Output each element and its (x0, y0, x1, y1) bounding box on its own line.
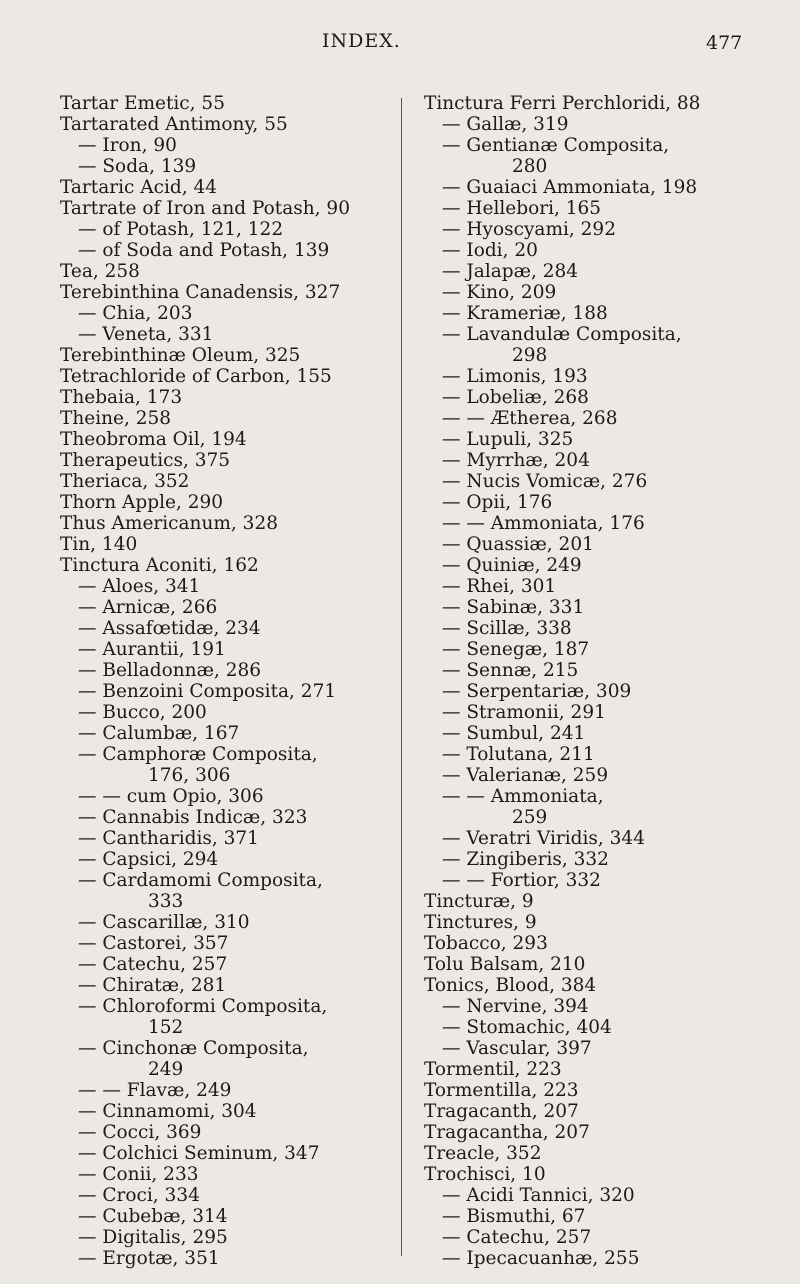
index-entry: — — Ammoniata, 176 (442, 513, 645, 534)
index-entry: — Quiniæ, 249 (442, 555, 582, 576)
index-entry: Tetrachloride of Carbon, 155 (60, 366, 332, 387)
index-entry: — Gallæ, 319 (442, 114, 569, 135)
index-entry: — Guaiaci Ammoniata, 198 (442, 177, 698, 198)
index-entry: — Camphoræ Composita, (78, 744, 318, 765)
index-entry: — Arnicæ, 266 (78, 597, 218, 618)
index-entry: — Senegæ, 187 (442, 639, 590, 660)
index-entry: Tolu Balsam, 210 (424, 954, 586, 975)
page-title: INDEX. (322, 30, 401, 52)
column-divider (401, 98, 402, 1256)
index-entry: Tobacco, 293 (424, 933, 548, 954)
index-entry: — Cannabis Indicæ, 323 (78, 807, 308, 828)
index-entry: — Bucco, 200 (78, 702, 207, 723)
index-entry: — — Flavæ, 249 (78, 1080, 232, 1101)
index-entry: — Sumbul, 241 (442, 723, 586, 744)
index-entry: — Serpentariæ, 309 (442, 681, 632, 702)
index-entry: 176, 306 (148, 765, 231, 786)
index-entry: — Conii, 233 (78, 1164, 199, 1185)
index-entry: — Cinchonæ Composita, (78, 1038, 309, 1059)
index-entry: Theobroma Oil, 194 (60, 429, 247, 450)
index-entry: — Cantharidis, 371 (78, 828, 259, 849)
index-entry: — Kino, 209 (442, 282, 557, 303)
index-entry: — — Ammoniata, (442, 786, 604, 807)
index-entry: — Aloes, 341 (78, 576, 201, 597)
index-entry: — Bismuthi, 67 (442, 1206, 586, 1227)
index-entry: Tea, 258 (60, 261, 140, 282)
index-entry: — — Ætherea, 268 (442, 408, 618, 429)
index-entry: — Stramonii, 291 (442, 702, 606, 723)
index-entry: Tinctura Aconiti, 162 (60, 555, 259, 576)
index-entry: — Cascarillæ, 310 (78, 912, 250, 933)
index-entry: — Rhei, 301 (442, 576, 557, 597)
index-entry: 259 (512, 807, 548, 828)
index-entry: — Sennæ, 215 (442, 660, 579, 681)
index-entry: — Colchici Seminum, 347 (78, 1143, 320, 1164)
index-entry: — Hyoscyami, 292 (442, 219, 616, 240)
index-entry: 280 (512, 156, 548, 177)
index-entry: — Stomachic, 404 (442, 1017, 612, 1038)
index-entry: — Gentianæ Composita, (442, 135, 670, 156)
index-entry: — Castorei, 357 (78, 933, 229, 954)
index-entry: Thus Americanum, 328 (60, 513, 278, 534)
index-entry: Tin, 140 (60, 534, 138, 555)
index-entry: Thorn Apple, 290 (60, 492, 224, 513)
index-entry: Tincturæ, 9 (424, 891, 534, 912)
index-entry: Tonics, Blood, 384 (424, 975, 597, 996)
index-entry: — Chloroformi Composita, (78, 996, 328, 1017)
index-entry: — Capsici, 294 (78, 849, 219, 870)
index-entry: Tormentilla, 223 (424, 1080, 579, 1101)
index-entry: Tartar Emetic, 55 (60, 93, 225, 114)
index-entry: Tormentil, 223 (424, 1059, 562, 1080)
index-entry: — Soda, 139 (78, 156, 197, 177)
index-entry: — Croci, 334 (78, 1185, 200, 1206)
index-entry: Treacle, 352 (424, 1143, 542, 1164)
index-entry: — Vascular, 397 (442, 1038, 592, 1059)
index-entry: — Limonis, 193 (442, 366, 588, 387)
index-entry: — Assafœtidæ, 234 (78, 618, 261, 639)
index-entry: — Acidi Tannici, 320 (442, 1185, 635, 1206)
index-entry: — Cardamomi Composita, (78, 870, 323, 891)
index-entry: — Cinnamomi, 304 (78, 1101, 257, 1122)
index-entry: Therapeutics, 375 (60, 450, 231, 471)
index-entry: Tinctures, 9 (424, 912, 537, 933)
index-entry: — Quassiæ, 201 (442, 534, 594, 555)
index-entry: — Nervine, 394 (442, 996, 589, 1017)
index-entry: — Belladonnæ, 286 (78, 660, 262, 681)
index-entry: — of Potash, 121, 122 (78, 219, 284, 240)
index-entry: Trochisci, 10 (424, 1164, 546, 1185)
index-entry: — Digitalis, 295 (78, 1227, 228, 1248)
index-entry: — Ergotæ, 351 (78, 1248, 220, 1269)
index-column-right (424, 93, 784, 1269)
index-entry: — Catechu, 257 (442, 1227, 592, 1248)
index-entry: — Krameriæ, 188 (442, 303, 608, 324)
index-entry: — Nucis Vomicæ, 276 (442, 471, 648, 492)
index-entry: Theine, 258 (60, 408, 172, 429)
index-entry: 152 (148, 1017, 184, 1038)
index-entry: Theriaca, 352 (60, 471, 190, 492)
index-entry: — Zingiberis, 332 (442, 849, 609, 870)
index-entry: — Lupuli, 325 (442, 429, 574, 450)
index-entry: — Calumbæ, 167 (78, 723, 240, 744)
index-entry: — Veratri Viridis, 344 (442, 828, 645, 849)
index-entry: Terebinthina Canadensis, 327 (60, 282, 341, 303)
index-entry: Terebinthinæ Oleum, 325 (60, 345, 301, 366)
index-entry: — of Soda and Potash, 139 (78, 240, 330, 261)
index-entry: Tartaric Acid, 44 (60, 177, 218, 198)
index-entry: Tragacanth, 207 (424, 1101, 579, 1122)
index-entry: — Cubebæ, 314 (78, 1206, 228, 1227)
index-entry: — Aurantii, 191 (78, 639, 226, 660)
index-entry: — — cum Opio, 306 (78, 786, 264, 807)
index-entry: — Tolutana, 211 (442, 744, 595, 765)
index-entry: — Valerianæ, 259 (442, 765, 609, 786)
index-entry: — Iron, 90 (78, 135, 177, 156)
index-column-left (60, 93, 400, 1269)
page-header (0, 0, 800, 60)
index-entry: — Lobeliæ, 268 (442, 387, 589, 408)
index-entry: — — Fortior, 332 (442, 870, 601, 891)
index-entry: Thebaia, 173 (60, 387, 183, 408)
index-entry: — Opii, 176 (442, 492, 553, 513)
index-entry: Tartarated Antimony, 55 (60, 114, 288, 135)
index-entry: 333 (148, 891, 184, 912)
index-entry: — Lavandulæ Composita, (442, 324, 682, 345)
index-entry: — Ipecacuanhæ, 255 (442, 1248, 640, 1269)
index-entry: — Benzoini Composita, 271 (78, 681, 337, 702)
index-entry: — Scillæ, 338 (442, 618, 572, 639)
index-entry: — Cocci, 369 (78, 1122, 202, 1143)
index-entry: — Veneta, 331 (78, 324, 214, 345)
index-entry: — Chia, 203 (78, 303, 193, 324)
index-entry: — Hellebori, 165 (442, 198, 602, 219)
index-entry: — Jalapæ, 284 (442, 261, 579, 282)
index-entry: — Chiratæ, 281 (78, 975, 227, 996)
index-entry: Tinctura Ferri Perchloridi, 88 (424, 93, 701, 114)
index-entry: — Myrrhæ, 204 (442, 450, 590, 471)
index-entry: — Iodi, 20 (442, 240, 538, 261)
index-entry: 298 (512, 345, 548, 366)
index-entry: Tragacantha, 207 (424, 1122, 590, 1143)
index-entry: — Catechu, 257 (78, 954, 228, 975)
page-number: 477 (706, 32, 743, 54)
index-entry: 249 (148, 1059, 184, 1080)
index-entry: — Sabinæ, 331 (442, 597, 585, 618)
index-entry: Tartrate of Iron and Potash, 90 (60, 198, 350, 219)
